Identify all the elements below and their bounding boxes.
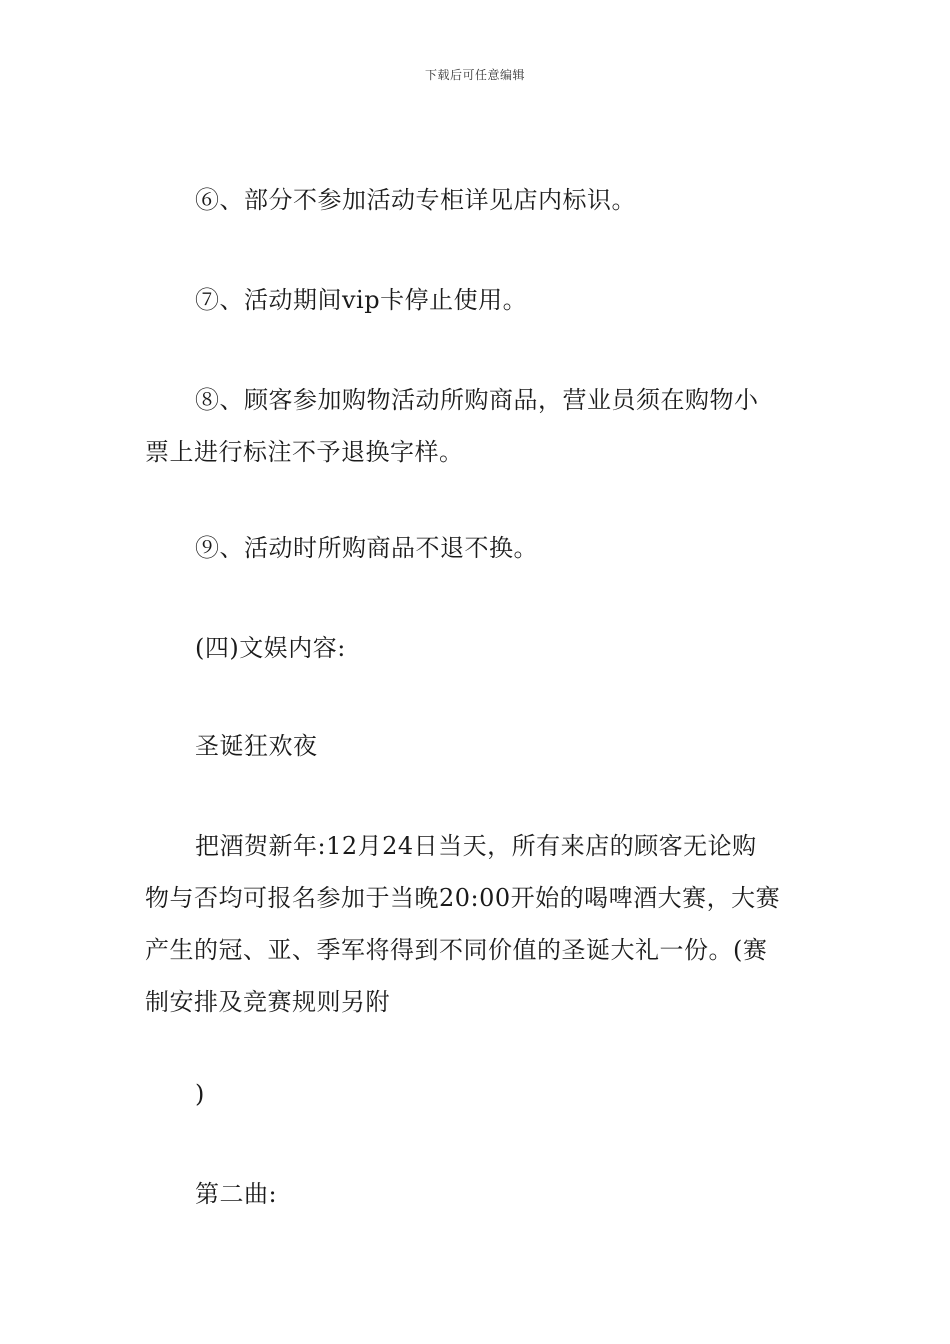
event-title: 圣诞狂欢夜 (195, 732, 318, 760)
list-item-8 (145, 374, 810, 478)
list-item-8-line-2: 票上进行标注不予退换字样。 (145, 438, 464, 466)
event-description-line-2: 物与否均可报名参加于当晚20:00开始的喝啤酒大赛，大赛 (145, 884, 781, 912)
event-description-line-3: 产生的冠、亚、季军将得到不同价值的圣诞大礼一份。(赛 (145, 936, 768, 964)
list-item-7: ⑦、活动期间vip卡停止使用。 (195, 286, 528, 314)
list-item-6: ⑥、部分不参加活动专柜详见店内标识。 (195, 186, 636, 214)
subsection-heading: 第二曲: (195, 1180, 278, 1208)
event-description-line-4: 制安排及竞赛规则另附 (145, 988, 390, 1016)
event-description (145, 820, 810, 1028)
list-item-8-line-1: ⑧、顾客参加购物活动所购商品，营业员须在购物小 (195, 386, 759, 414)
event-description-line-1: 把酒贺新年:12月24日当天，所有来店的顾客无论购 (195, 832, 757, 860)
section-heading: (四)文娱内容: (195, 634, 346, 662)
list-item-9: ⑨、活动时所购商品不退不换。 (195, 534, 538, 562)
closing-paren: ) (195, 1080, 205, 1108)
page-header: 下载后可任意编辑 (424, 68, 525, 82)
